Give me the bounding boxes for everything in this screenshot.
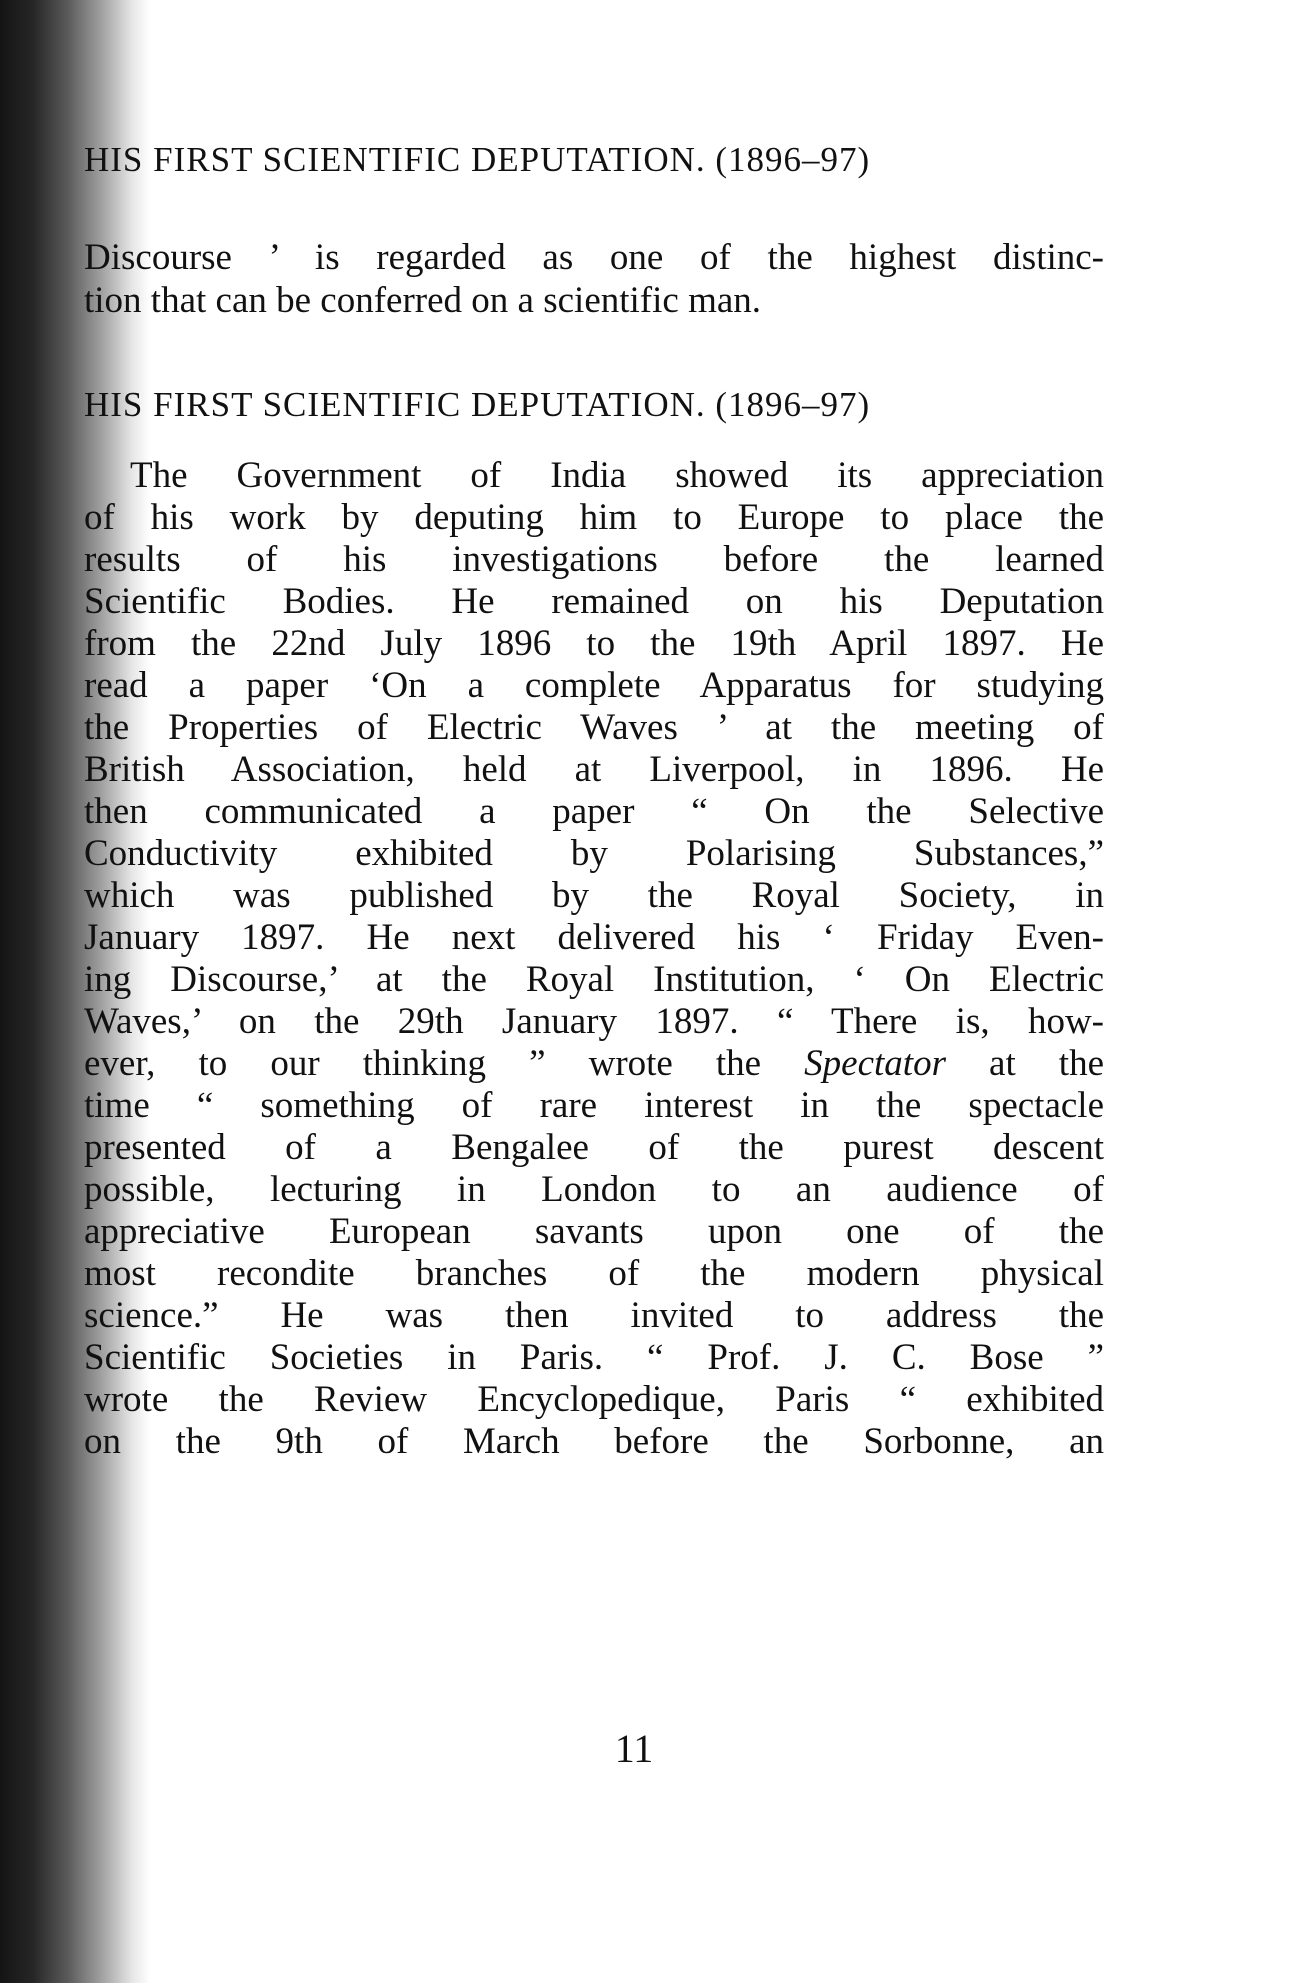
text-line: tion that can be conferred on a scientific man. [84, 280, 762, 321]
text-line: Conductivity exhibited by Polarising Substances,” [84, 833, 1104, 874]
text-line: results of his investigations before the learned [84, 539, 1104, 580]
text-line: which was published by the Royal Society, in [84, 875, 1104, 916]
text-line: then communicated a paper “ On the Selective [84, 791, 1104, 832]
text-line: read a paper ‘On a complete Apparatus for studying [84, 665, 1104, 706]
text-line: most recondite branches of the modern physical [84, 1253, 1104, 1294]
page-number: 11 [614, 1726, 654, 1771]
text-line: on the 9th of March before the Sorbonne, an [84, 1421, 1104, 1462]
text-line: British Association, held at Liverpool, in 1896. He [84, 749, 1104, 790]
running-head-top: HIS FIRST SCIENTIFIC DEPUTATION. (1896–97) [84, 140, 871, 179]
text-line: The Government of India showed its appreciation [130, 455, 1104, 496]
text-line: time “ something of rare interest in the spectacle [84, 1085, 1104, 1126]
text-line: ing Discourse,’ at the Royal Institution, ‘ On Electric [84, 959, 1104, 1000]
text-line: Discourse ’ is regarded as one of the highest distinc- [84, 237, 1104, 278]
italic-title: Spectator [804, 1043, 946, 1084]
text-line: of his work by deputing him to Europe to place the [84, 497, 1104, 538]
text-line: Scientific Societies in Paris. “ Prof. J. C. Bose ” [84, 1337, 1104, 1378]
text-line: appreciative European savants upon one of the [84, 1211, 1104, 1252]
text-line: the Properties of Electric Waves ’ at the meeting of [84, 707, 1104, 748]
text-span: at the [989, 1043, 1105, 1084]
text-line: presented of a Bengalee of the purest descent [84, 1127, 1104, 1168]
section-heading: HIS FIRST SCIENTIFIC DEPUTATION. (1896–97) [84, 385, 871, 424]
text-line: possible, lecturing in London to an audience of [84, 1169, 1104, 1210]
text-span: ever, to our thinking ” wrote the [84, 1043, 762, 1084]
text-line: Waves,’ on the 29th January 1897. “ There is, how- [84, 1001, 1104, 1042]
text-line: science.” He was then invited to address the [84, 1295, 1104, 1336]
text-line: January 1897. He next delivered his ‘ Friday Even- [84, 917, 1104, 958]
text-line: wrote the Review Encyclopedique, Paris “ exhibited [84, 1379, 1104, 1420]
text-line: from the 22nd July 1896 to the 19th April 1897. He [84, 623, 1104, 664]
text-line: Scientific Bodies. He remained on his Deputation [84, 581, 1104, 622]
